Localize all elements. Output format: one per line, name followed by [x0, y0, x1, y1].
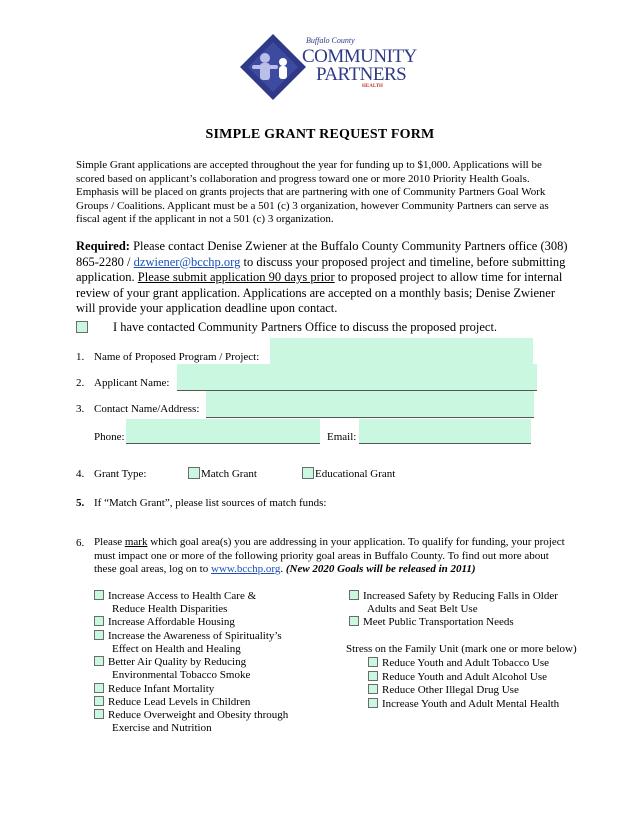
logo-word-community: COMMUNITY [302, 46, 417, 67]
left-goal-item [94, 656, 250, 682]
logo-word-partners: PARTNERS [316, 64, 407, 85]
stress-goal-label: Increase Youth and Adult Mental Health [382, 697, 560, 710]
q2-label: Applicant Name: [94, 377, 170, 389]
left-goal-item [94, 630, 282, 656]
educational-grant-checkbox[interactable] [302, 467, 314, 479]
left-goal-item [94, 683, 214, 696]
required-text-2: to discuss your proposed project and timeline, before submitting application. [76, 254, 566, 284]
goal-label-line: Increase Affordable Housing [108, 616, 235, 628]
contacted-statement: I have contacted Community Partners Office to discuss the proposed project. [113, 320, 498, 334]
q3-number: 3. [76, 403, 85, 415]
stress-heading: Stress on the Family Unit (mark one or more below) [346, 643, 577, 655]
goal-label-line: Adults and Seat Belt Use [367, 603, 478, 616]
stress-goal-checkbox[interactable] [368, 657, 378, 667]
goal-label-line: Reduce Infant Mortality [108, 683, 215, 695]
bcchp-link[interactable]: www.bcchp.org [211, 563, 281, 575]
left-goal-item [94, 616, 235, 629]
goal-label-line: Better Air Quality by Reducing [108, 656, 247, 668]
left-goal-item [94, 590, 256, 616]
contact-email-link[interactable]: dzwiener@bcchp.org [133, 254, 241, 269]
match-grant-checkbox[interactable] [188, 467, 200, 479]
goal-label-line: Reduce Health Disparities [112, 603, 228, 616]
stress-goal-checkbox[interactable] [368, 671, 378, 681]
q4-number: 4. [76, 468, 85, 480]
logo [236, 30, 416, 110]
stress-goal-label: Reduce Youth and Adult Alcohol Use [382, 670, 547, 683]
stress-goal-item [368, 698, 559, 711]
required-text-1: Please contact Denise Zwiener at the Buffalo County Community Partners office (308) 865-2280 / [76, 239, 568, 269]
goal-label-line: Reduce Lead Levels in Children [108, 696, 251, 708]
phone-field[interactable] [126, 419, 320, 444]
stress-goal-checkbox[interactable] [368, 698, 378, 708]
contacted-checkbox[interactable] [76, 321, 88, 333]
right-goal-item [349, 590, 558, 616]
form-title: SIMPLE GRANT REQUEST FORM [205, 127, 435, 142]
email-field[interactable] [359, 419, 531, 444]
goal-label-line: Effect on Health and Healing [112, 643, 241, 656]
left-goal-checkbox[interactable] [94, 696, 104, 706]
goal-label-line: Exercise and Nutrition [112, 722, 212, 735]
stress-goal-item [368, 684, 519, 697]
left-goal-item [94, 696, 250, 709]
stress-goal-item [368, 671, 547, 684]
left-goal-item [94, 709, 288, 735]
intro-paragraph: Simple Grant applications are accepted throughout the year for funding up to $1,000. Applications will be scored based on applicant’s collaboration and progress toward one or more 2010 Priority Health Goals. Emphasis will be placed on grants projects that are partnering with one of Community Partners Goal Work Groups / Coalitions. Applicant must be a 501 (c) 3 organization, however Community Partners can serve as fiscal agent if the applicant in not a 501 (c) 3 organization. [76, 159, 549, 225]
q6-number: 6. [76, 537, 85, 549]
q1-number: 1. [76, 351, 85, 363]
q4-label: Grant Type: [94, 468, 147, 480]
required-paragraph [76, 239, 576, 317]
q6-mark: mark [124, 536, 148, 548]
q5-number: 5. [76, 497, 85, 509]
required-text-3: to proposed project to allow time for internal review of your grant application. Applications are accepted on a monthly basis; Denise Zwiener will provide your application deadline upon contact. [76, 270, 563, 315]
q5-label: If “Match Grant”, please list sources of match funds: [94, 497, 327, 509]
goal-label-line: Increase Access to Health Care & [108, 590, 257, 602]
logo-tagline: HEALTH [362, 84, 383, 89]
stress-goal-label: Reduce Other Illegal Drug Use [382, 684, 519, 696]
required-deadline-underlined: Please submit application 90 days prior [137, 270, 335, 284]
stress-goal-item [368, 657, 549, 670]
q6-pre: Please [94, 536, 123, 548]
q2-number: 2. [76, 377, 85, 389]
left-goal-checkbox[interactable] [94, 683, 104, 693]
left-goal-checkbox[interactable] [94, 709, 104, 719]
goal-label-line: Reduce Overweight and Obesity through [108, 709, 289, 721]
goal-label-line: Increase the Awareness of Spirituality’s [108, 630, 282, 642]
match-grant-label: Match Grant [201, 468, 257, 480]
left-goal-checkbox[interactable] [94, 616, 104, 626]
left-goal-checkbox[interactable] [94, 656, 104, 666]
email-label: Email: [327, 431, 357, 443]
required-label: Required: [76, 239, 130, 253]
q1-label: Name of Proposed Program / Project: [94, 351, 260, 363]
educational-grant-label: Educational Grant [315, 468, 396, 480]
stress-goal-checkbox[interactable] [368, 684, 378, 694]
logo-county: Buffalo County [306, 36, 355, 45]
q3-label: Contact Name/Address: [94, 403, 200, 415]
left-goal-checkbox[interactable] [94, 590, 104, 600]
right-goal-checkbox[interactable] [349, 616, 359, 626]
q6-text: which goal area(s) you are addressing in your application. To qualify for funding, your project must impact one or more of the following priority goal areas in Buffalo County. To find out more about these goal areas, log on to [94, 536, 565, 575]
logo-mark-icon [238, 32, 308, 102]
goal-label-line: Increased Safety by Reducing Falls in Older [363, 590, 558, 602]
contact-address-field[interactable] [206, 391, 534, 418]
goal-label-line: Meet Public Transportation Needs [363, 616, 514, 628]
right-goal-item [349, 616, 514, 629]
applicant-name-field[interactable] [177, 364, 537, 391]
phone-label: Phone: [94, 431, 125, 443]
left-goal-checkbox[interactable] [94, 630, 104, 640]
q6-note: (New 2020 Goals will be released in 2011) [285, 563, 476, 575]
right-goal-checkbox[interactable] [349, 590, 359, 600]
goal-label-line: Environmental Tobacco Smoke [112, 669, 251, 682]
project-name-field[interactable] [270, 338, 533, 365]
q6-paragraph: Please mark which goal area(s) you are addressing in your application. To qualify for funding, your project must impact one or more of the following priority goal areas in Buffalo County. To find out more about these goal areas, log on to www.bcchp.org. (New 2020 Goals will be released in 2011) [94, 536, 565, 575]
stress-goal-label: Reduce Youth and Adult Tobacco Use [382, 657, 550, 669]
